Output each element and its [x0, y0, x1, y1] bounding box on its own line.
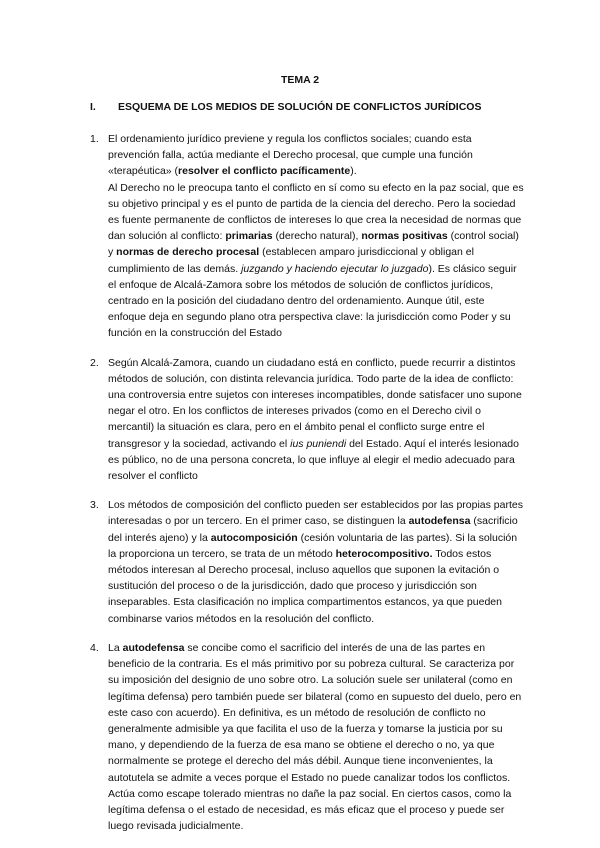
list-item-2: [90, 355, 525, 485]
text-run: Los métodos de composición del conflicto pueden ser establecidos por las propias partes interesadas o por un tercero. En el primer caso, se distinguen la: [108, 499, 523, 528]
list-item-4: [90, 640, 525, 834]
section-title: ESQUEMA DE LOS MEDIOS DE SOLUCIÓN DE CONFLICTOS JURÍDICOS: [118, 101, 482, 113]
emphasis-bold: autodefensa: [122, 641, 185, 654]
section-heading: [90, 99, 530, 115]
text-run: (derecho natural),: [272, 230, 362, 243]
emphasis-italic: ius puniendi: [290, 437, 347, 450]
item-4-paragraph: [108, 640, 525, 834]
text-run: del Estado. Aquí el interés lesionado es público, no de una persona concreta, lo que influye al elegir el medio adecuado para resolver el conflicto: [108, 437, 519, 483]
item-number: 4.: [90, 641, 99, 654]
section-number: I.: [90, 101, 96, 113]
emphasis-bold: resolver el conflicto pacíficamente: [178, 165, 351, 178]
text-run: ). Es clásico seguir el enfoque de Alcalá-Zamora sobre los métodos de solución de conflictos jurídicos, centrado en la posición del ciudadano dentro del ordenamiento. Aunque útil, este enfoque deja en segundo plano otra perspectiva clave: la jurisdicción como Poder y su función en la construcción del Estado: [108, 262, 517, 340]
text-run: ).: [350, 165, 357, 178]
emphasis-bold: normas de derecho procesal: [116, 246, 260, 259]
text-run: Según Alcalá-Zamora, cuando un ciudadano está en conflicto, puede recurrir a distintos métodos de solución, con distinta relevancia jurídica. Todo parte de la idea de conflicto: una controversia entre sujetos con intereses incompatibles, donde satisfacer uno supone negar el otro. En los conflictos de intereses privados (como en el Derecho civil o mercantil) la situación es clara, pero en el ámbito penal el conflicto surge entre el transgresor y la sociedad, activando el: [108, 356, 522, 450]
text-run: La: [108, 641, 123, 654]
item-1-paragraph-1: [108, 131, 525, 180]
text-run: se concibe como el sacrificio del interés de una de las partes en beneficio de la contraria. Es el más primitivo por su pobreza cultural. Se caracteriza por su imposición del designio de uno sobre otro. La solución suele ser unilateral (como en legítima defensa) pero también puede ser bilateral (como en supuesto del duelo, pero en este caso con acuerdo). En definitiva, es un método de resolución de conflicto no generalmente admisible ya que facilita el uso de la fuerza y tomarse la justicia por su mano, y dependiendo de la fuerza de esa mano se obtiene el derecho o no, ya que normalmente se protege el derecho del más débil. Aunque tiene inconvenientes, la autotutela se admite a veces porque el Estado no puede canalizar todos los conflictos. Actúa como escape tolerado mientras no dañe la paz social. En ciertos casos, como la legítima defensa o el estado de necesidad, es más eficaz que el proceso y puede ser luego revisada judicialmente.: [108, 641, 522, 833]
list-item-1: [90, 131, 525, 342]
item-number: 3.: [90, 499, 99, 512]
text-run: El ordenamiento jurídico previene y regula los conflictos sociales; cuando esta prevención falla, actúa mediante el Derecho procesal, que cumple una función «terapéutica» (: [108, 133, 473, 178]
item-2-paragraph: [108, 355, 525, 485]
numbered-list: [90, 131, 525, 847]
text-run: (cesión voluntaria de las partes). Si la solución la proporciona un tercero, se trata de un método: [108, 531, 518, 560]
emphasis-bold: primarias: [225, 230, 273, 243]
page-title: TEMA 2: [280, 74, 320, 86]
text-run: (establecen amparo jurisdiccional y obligan el cumplimiento de las demás.: [108, 246, 474, 275]
list-item-3: [90, 497, 525, 627]
item-number: 2.: [90, 356, 99, 369]
emphasis-bold: normas positivas: [361, 230, 448, 243]
text-run: (control social) y: [108, 230, 519, 259]
emphasis-bold: autodefensa: [408, 515, 471, 528]
text-run: Al Derecho no le preocupa tanto el conflicto en sí como su efecto en la paz social, que es su objetivo principal y es el punto de partida de la ciencia del derecho. Pero la sociedad es fuente permanente de conflictos de intereses lo que crea la necesidad de normas que dan solución al conflicto:: [108, 181, 524, 243]
emphasis-bold: autocomposición: [210, 531, 298, 544]
emphasis-italic: juzgando y haciendo ejecutar lo juzgado: [241, 262, 429, 275]
item-1-paragraph-2: [108, 180, 525, 342]
emphasis-bold: heterocompositivo.: [335, 547, 433, 560]
text-run: Todos estos métodos interesan al Derecho procesal, incluso aquellos que suponen la evitación o sustitución del proceso o de la jurisdicción, dado que proceso y jurisdicción son inseparables. Esta clasificación no implica compartimentos estancos, ya que pueden combinarse varios métodos en la resolución del conflicto.: [108, 547, 502, 625]
text-run: (sacrificio del interés ajeno) y la: [108, 515, 518, 544]
item-number: 1.: [90, 133, 99, 145]
item-3-paragraph: [108, 497, 525, 627]
